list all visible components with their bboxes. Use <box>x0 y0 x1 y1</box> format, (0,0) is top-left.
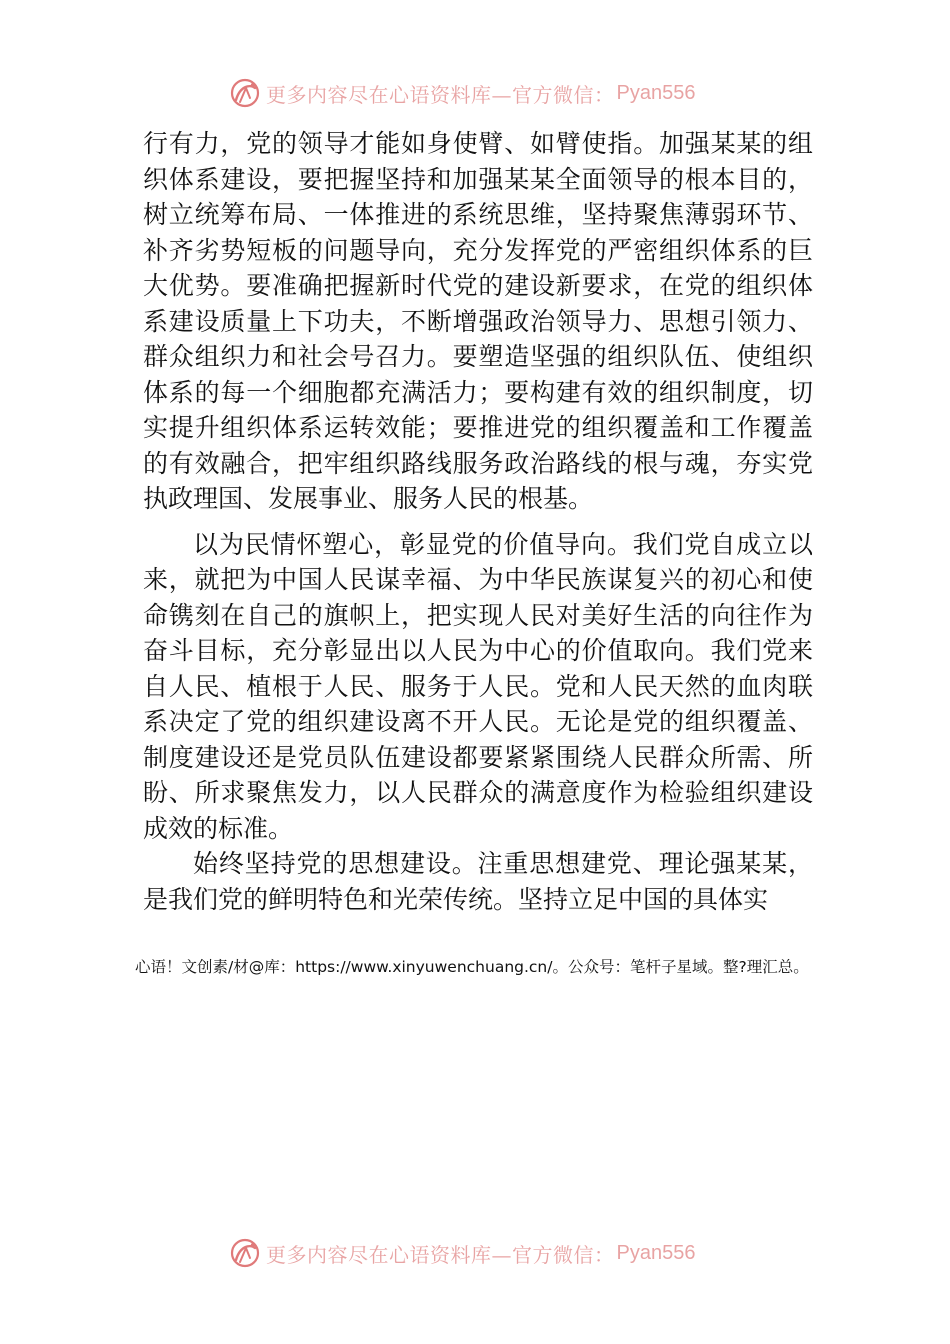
source-note: 心语！文创素/材@库：https://www.xinyuwenchuang.cn/。公众号：笔杆子星域。整?理汇总。 <box>135 958 809 976</box>
logo-icon <box>228 1236 262 1270</box>
paragraph: 行有力，党的领导才能如身使臂、如臂使指。加强某某的组织体系建设，要把握坚持和加强某某全面领导的根本目的， 树立统筹布局、一体推进的系统思维，坚持聚焦薄弱环节、补齐劣势短板的问题导向，充分发挥党的严密组织体系的巨大优势。要准确把握新时代党的建设新要求，在党的组织体系建设质量上下功夫，不断增强政治领导力、思想引领力、群众组织力和社会号召力。要塑造坚强的组织队伍、使组织体系的每一个细胞都充满活力；要构建有效的组织制度，切实提升组织体系运转效能；要推进党的组织覆盖和工作覆盖的有效融合，把牢组织路线服务政治路线的根与魂，夯实党执政理国、发展事业、服务人民的根基。 <box>143 129 813 513</box>
logo-icon <box>228 76 262 110</box>
document-body <box>143 126 813 917</box>
watermark-text: 更多内容尽在心语资料库—官方微信： <box>266 82 615 107</box>
watermark-wechat-id: Pyan556 <box>616 81 696 104</box>
paragraph: 以为民情怀塑心，彰显党的价值导向。我们党自成立以来，就把为中国人民谋幸福、为中华民族谋复兴的初心和使命镌刻在自己的旗帜上，把实现人民对美好生活的向往作为奋斗目标，充分彰显出以人民为中心的价值取向。我们党来自人民、植根于人民、服务于人民。党和人民天然的血肉联系决定了党的组织建设离不开人民。无论是党的组织覆盖、制度建设还是党员队伍建设都要紧紧围绕人民群众所需、所盼、所求聚焦发力，以人民群众的满意度作为检验组织建设成效的标准。 <box>143 529 813 843</box>
footer-watermark <box>228 1233 695 1273</box>
watermark-text: 更多内容尽在心语资料库—官方微信： <box>266 1242 615 1267</box>
watermark-wechat-id: Pyan556 <box>616 1241 696 1264</box>
header-watermark <box>228 73 695 113</box>
paragraph: 始终坚持党的思想建设。注重思想建党、理论强某某，是我们党的鲜明特色和光荣传统。坚持立足中国的具体实 <box>143 849 813 914</box>
